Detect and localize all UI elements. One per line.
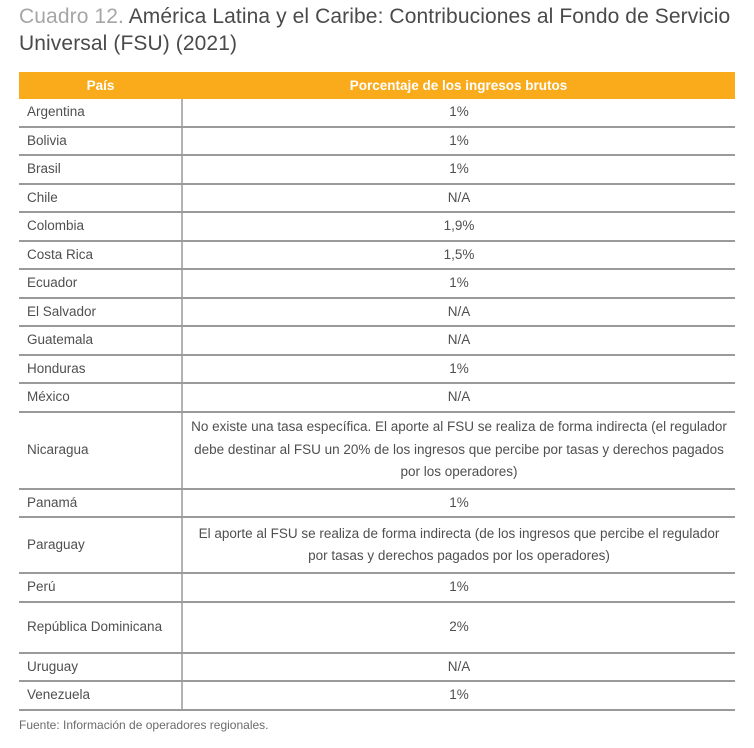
- country-cell: Ecuador: [19, 269, 182, 298]
- table-row: [19, 127, 735, 156]
- country-cell: Costa Rica: [19, 241, 182, 270]
- table-row: [19, 269, 735, 298]
- table-body: [19, 99, 735, 710]
- table-row: [19, 99, 735, 127]
- table-row: [19, 184, 735, 213]
- country-cell: Venezuela: [19, 681, 182, 710]
- country-cell: El Salvador: [19, 298, 182, 327]
- table-row: [19, 326, 735, 355]
- percentage-cell: 1%: [182, 573, 735, 602]
- percentage-cell: N/A: [182, 184, 735, 213]
- table-row: [19, 489, 735, 518]
- percentage-cell: 1%: [182, 489, 735, 518]
- table-row: [19, 412, 735, 489]
- source-note: Fuente: Información de operadores regionales.: [19, 718, 269, 732]
- table-row: [19, 383, 735, 412]
- percentage-cell: N/A: [182, 298, 735, 327]
- percentage-cell: 1,5%: [182, 241, 735, 270]
- column-header-percentage: Porcentaje de los ingresos brutos: [182, 72, 735, 99]
- table-row: [19, 298, 735, 327]
- table-row: [19, 241, 735, 270]
- country-cell: Panamá: [19, 489, 182, 518]
- fsu-contributions-table-container: [19, 72, 735, 711]
- percentage-cell: 2%: [182, 602, 735, 653]
- table-caption: [19, 3, 739, 57]
- table-row: [19, 653, 735, 682]
- table-row: [19, 155, 735, 184]
- caption-text: América Latina y el Caribe: Contribuciones al Fondo de Servicio Universal (FSU) (2021): [19, 5, 731, 55]
- table-header: [19, 72, 735, 99]
- country-cell: México: [19, 383, 182, 412]
- percentage-cell: No existe una tasa específica. El aporte al FSU se realiza de forma indirecta (el regulador debe destinar al FSU un 20% de los ingresos que percibe por tasas y derechos pagados por los operadores): [182, 412, 735, 489]
- percentage-cell: 1%: [182, 681, 735, 710]
- country-cell: Brasil: [19, 155, 182, 184]
- country-cell: Guatemala: [19, 326, 182, 355]
- percentage-cell: El aporte al FSU se realiza de forma indirecta (de los ingresos que percibe el regulador por tasas y derechos pagados por los operadores): [182, 517, 735, 573]
- percentage-cell: N/A: [182, 326, 735, 355]
- country-cell: Honduras: [19, 355, 182, 384]
- caption-label: Cuadro 12.: [19, 5, 124, 28]
- percentage-cell: 1%: [182, 269, 735, 298]
- table-row: [19, 355, 735, 384]
- table-row: [19, 212, 735, 241]
- country-cell: Paraguay: [19, 517, 182, 573]
- percentage-cell: 1,9%: [182, 212, 735, 241]
- fsu-contributions-table: [19, 72, 735, 711]
- table-row: [19, 602, 735, 653]
- percentage-cell: 1%: [182, 155, 735, 184]
- column-header-country: País: [19, 72, 182, 99]
- country-cell: Uruguay: [19, 653, 182, 682]
- country-cell: Bolivia: [19, 127, 182, 156]
- header-row: [19, 72, 735, 99]
- country-cell: Colombia: [19, 212, 182, 241]
- country-cell: Chile: [19, 184, 182, 213]
- percentage-cell: 1%: [182, 355, 735, 384]
- percentage-cell: N/A: [182, 653, 735, 682]
- country-cell: República Dominicana: [19, 602, 182, 653]
- percentage-cell: 1%: [182, 99, 735, 127]
- table-row: [19, 573, 735, 602]
- table-row: [19, 517, 735, 573]
- percentage-cell: N/A: [182, 383, 735, 412]
- percentage-cell: 1%: [182, 127, 735, 156]
- country-cell: Argentina: [19, 99, 182, 127]
- table-row: [19, 681, 735, 710]
- country-cell: Perú: [19, 573, 182, 602]
- country-cell: Nicaragua: [19, 412, 182, 489]
